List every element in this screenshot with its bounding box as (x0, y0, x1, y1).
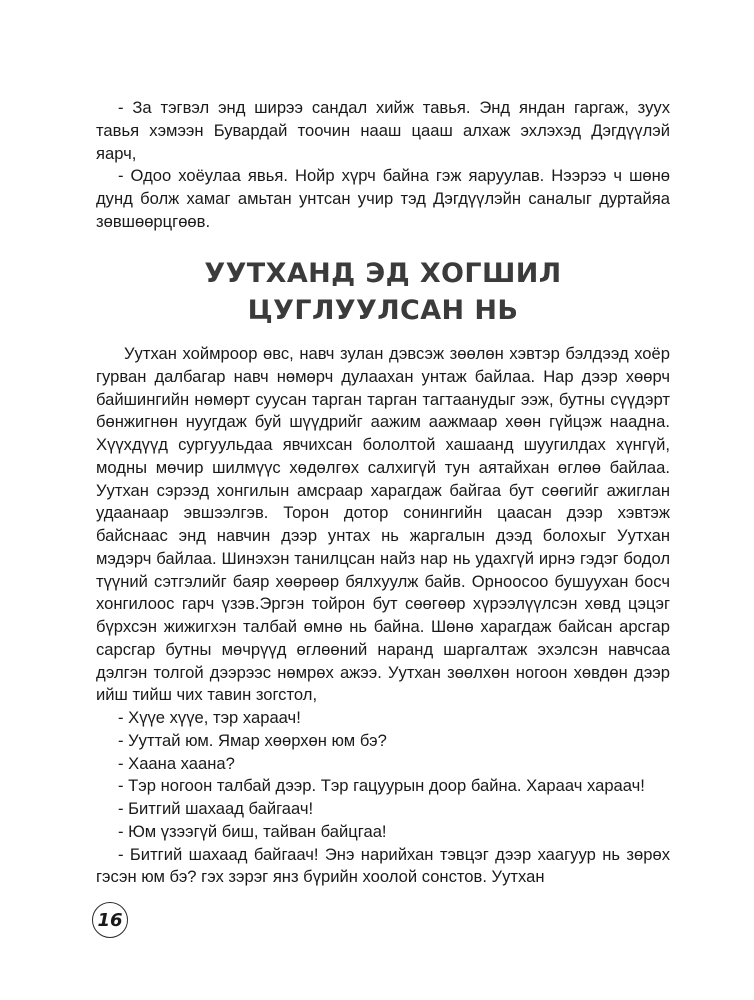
dialogue-line: - Битгий шахаад байгаач! (118, 799, 314, 818)
chapter-title (96, 255, 670, 329)
paragraph: - Одоо хоёулаа явья. Нойр хүрч байна гэж яаруулав. Нээрээ ч шөнө дунд болж хамаг амьтан унтсан учир тэд Дэгдүүлэйн саналыг дуртайяа зөвшөөрцгөөв. (96, 166, 670, 231)
page-number: 16 (92, 902, 128, 938)
dialogue-line: - Юм үзээгүй биш, тайван байцгаа! (118, 821, 387, 841)
dialogue-line: - Ууттай юм. Ямар хөөрхөн юм бэ? (118, 730, 387, 750)
main-paragraph: Уутхан хоймроор өвс, навч зулан дэвсэж зөөлөн хэвтэр бэлдээд хоёр гурван далбагар навч нөмөрч дулаахан унтаж байлаа. Нар дээр хөөрч байшингийн нөмөрт суусан тарган тарган тагтаанудыг ээж, бутны сүүдэрт бөнжигнөн нуугдаж буй шүүдрийг аажим аажмаар хөөн гүйцэж наадна. Хүүхдүүд сургуульдаа явчихсан бололтой хашаанд шуугилдах хүнгүй, модны мөчир шилмүүс хөдөлгөх салхигүй тун аятайхан өглөө байлаа. Уутхан сэрээд хонгилын амсраар харагдаж байгаа бут сөөгийг ажиглан удаанаар эвшээлгэв. Торон дотор сонингийн цаасан дээр хэвтэж байснаас энд навчин дээр унтах нь жаргалын дээд болохыг Уутхан мэдэрч байлаа. Шинэхэн танилцсан найз нар нь удахгүй ирнэ гэдэг бодол түүний сэтгэлийг баяр хөөрөөр бялхуулж байв. Орноосоо бушуухан босч хонгилоос гарч үзэв.Эргэн тойрон бут сөөгөөр хүрээлүүлсэн хөвд цэцэг бүрхсэн жижигхэн талбай өмнө нь байна. Шөнө харагдаж байсан арсгар сарсгар бутны мөчрүүд өглөөний наранд шаргалтаж эхэлсэн навчсаа дэлгэн толгой дээрээс нөмрөх ажээ. Уутхан зөөлхөн ногоон хөвдөн дээр ийш тийш чих тавин зогстол, (96, 344, 670, 705)
top-text-block (96, 97, 670, 234)
chapter-title-line: УУТХАНД ЭД ХОГШИЛ (204, 258, 562, 289)
body-text-block (96, 343, 670, 889)
chapter-title-line: ЦУГЛУУЛСАН НЬ (247, 295, 519, 326)
dialogue-line: - Хүүе хүүе, тэр хараач! (118, 708, 301, 727)
dialogue-line: - Хаана хаана? (118, 753, 235, 773)
dialogue-line: - Тэр ногоон талбай дээр. Тэр гацуурын доор байна. Хараач хараач! (118, 776, 645, 796)
paragraph: - За тэгвэл энд ширээ сандал хийж тавья. Энд яндан гаргаж, зуух тавья хэмээн Бувардай тоочин нааш цааш алхаж эхлэхэд Дэгдүүлэй яарч, (96, 98, 670, 163)
dialogue-line: - Битгий шахаад байгаач! Энэ нарийхан тэвцэг дээр хаагуур нь зөрөх гэсэн юм бэ? гэх зэрэг янз бүрийн хоолой сонстов. Уутхан (96, 844, 670, 887)
